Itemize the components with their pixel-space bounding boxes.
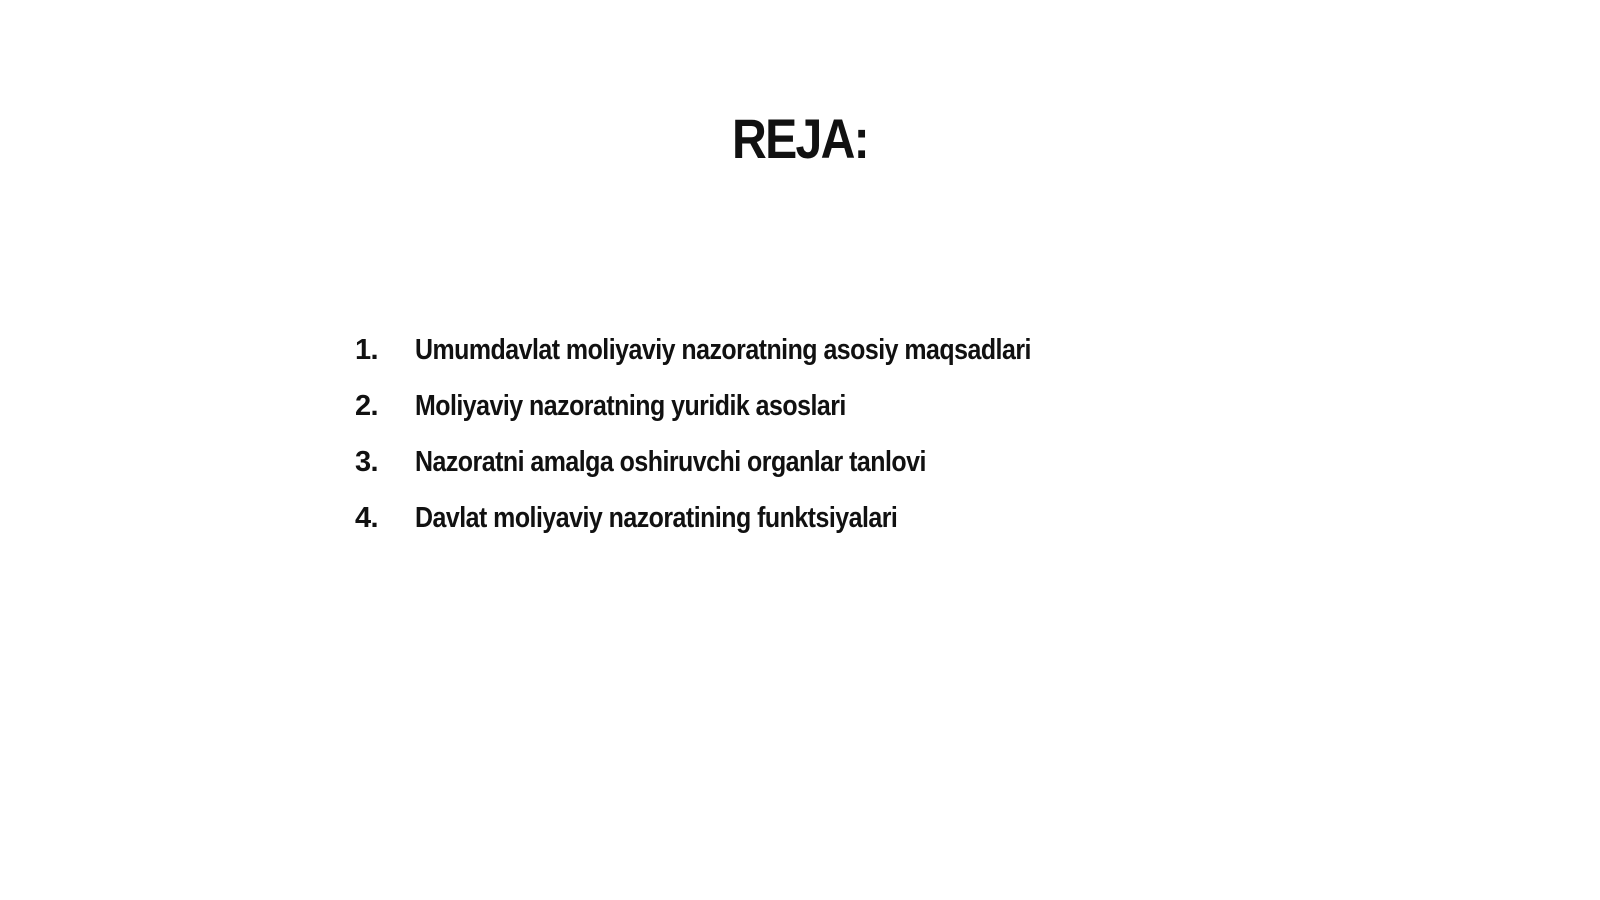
plan-item-1 — [355, 330, 1131, 386]
plan-item-text: Nazoratni amalga oshiruvchi organlar tanlovi — [415, 446, 926, 478]
plan-item-number: 2. — [355, 390, 378, 422]
plan-list — [355, 330, 1131, 554]
slide-title: REJA: — [732, 107, 868, 170]
plan-item-text: Umumdavlat moliyaviy nazoratning asosiy maqsadlari — [415, 334, 1031, 366]
plan-item-number: 3. — [355, 446, 378, 478]
plan-item-number: 4. — [355, 502, 378, 534]
plan-item-number: 1. — [355, 334, 378, 366]
plan-item-text: Davlat moliyaviy nazoratining funktsiyalari — [415, 502, 898, 534]
plan-item-3 — [355, 442, 1131, 498]
plan-item-2 — [355, 386, 1131, 442]
plan-item-4 — [355, 498, 1131, 554]
plan-item-text: Moliyaviy nazoratning yuridik asoslari — [415, 390, 846, 422]
